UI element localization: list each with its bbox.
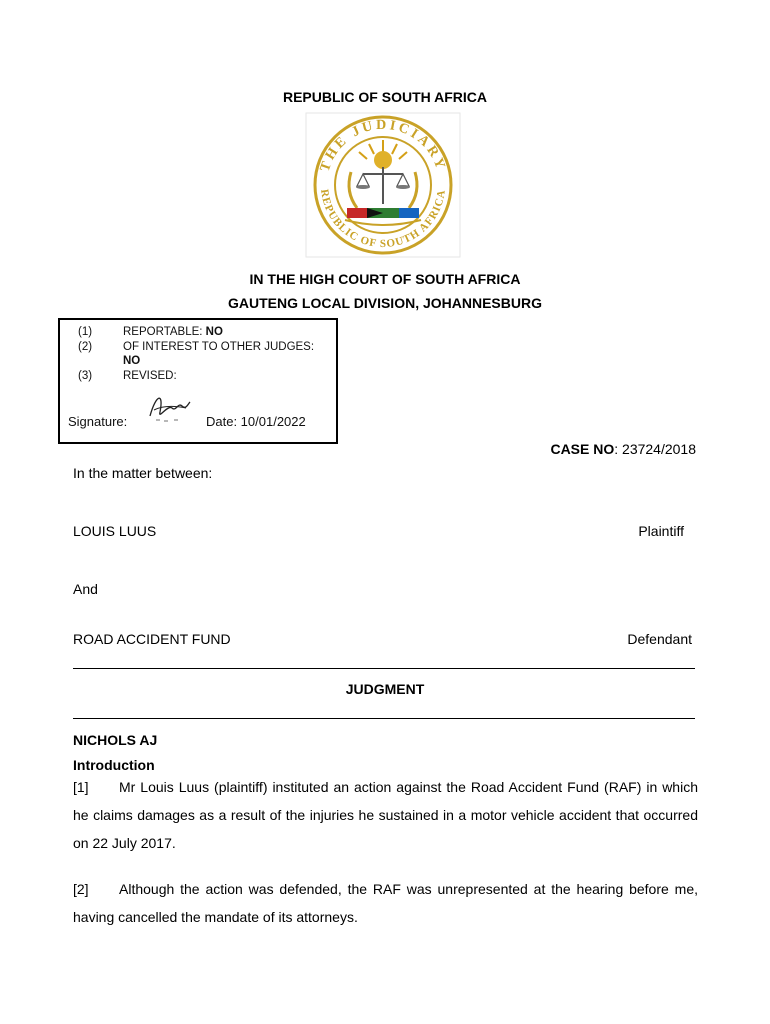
signature-label: Signature: [68, 414, 128, 429]
conjunction-and: And [73, 581, 98, 597]
paragraph-2-text: Although the action was defended, the RAF was unrepresented at the hearing before me, having cancelled the mandate of its attorneys. [73, 881, 698, 925]
reportable-value: NO [205, 326, 223, 338]
reportable-status-box [58, 318, 338, 444]
seal-bottom-text: REPUBLIC OF SOUTH AFRICA [318, 188, 448, 251]
seal-top-text: THE JUDICIARY [317, 117, 449, 174]
plaintiff-name: LOUIS LUUS [73, 523, 157, 539]
defendant-name: ROAD ACCIDENT FUND [73, 631, 231, 647]
item-1-label [123, 325, 223, 339]
paragraph-1 [73, 773, 698, 857]
case-number [550, 440, 696, 458]
handwritten-signature-icon [146, 386, 192, 428]
interest-value: NO [123, 355, 141, 367]
item-3-number: (3) [78, 370, 93, 382]
divider-bottom [73, 718, 695, 719]
judiciary-seal [305, 112, 461, 258]
coat-of-arms-seal-icon [305, 112, 461, 258]
matter-intro: In the matter between: [73, 465, 213, 481]
reportable-label: REPORTABLE: [123, 326, 206, 338]
judge-name: NICHOLS AJ [73, 732, 158, 748]
section-heading: Introduction [73, 757, 155, 773]
date-label: Date: 10/01/2022 [206, 414, 306, 429]
interest-label: OF INTEREST TO OTHER JUDGES: [123, 341, 315, 353]
court-name: IN THE HIGH COURT OF SOUTH AFRICA [249, 271, 521, 287]
paragraph-2 [73, 875, 698, 931]
case-number-value: : 23724/2018 [614, 441, 696, 457]
defendant-role: Defendant [627, 631, 692, 647]
item-1-number: (1) [78, 326, 93, 338]
divider-top [73, 668, 695, 669]
item-2-number: (2) [78, 341, 93, 353]
plaintiff-role: Plaintiff [638, 523, 684, 539]
revised-label: REVISED: [123, 370, 177, 382]
paragraph-2-number: [2] [73, 881, 89, 897]
paragraph-1-number: [1] [73, 779, 89, 795]
court-division: GAUTENG LOCAL DIVISION, JOHANNESBURG [228, 295, 542, 311]
judgment-title: JUDGMENT [345, 681, 425, 697]
country-heading: REPUBLIC OF SOUTH AFRICA [282, 89, 488, 105]
paragraph-1-text: Mr Louis Luus (plaintiff) instituted an action against the Road Accident Fund (RAF) in which he claims damages as a result of the injuries he sustained in a motor vehicle accident that occurred on 22 July 2017. [73, 779, 698, 851]
case-number-label: CASE NO [550, 441, 615, 457]
